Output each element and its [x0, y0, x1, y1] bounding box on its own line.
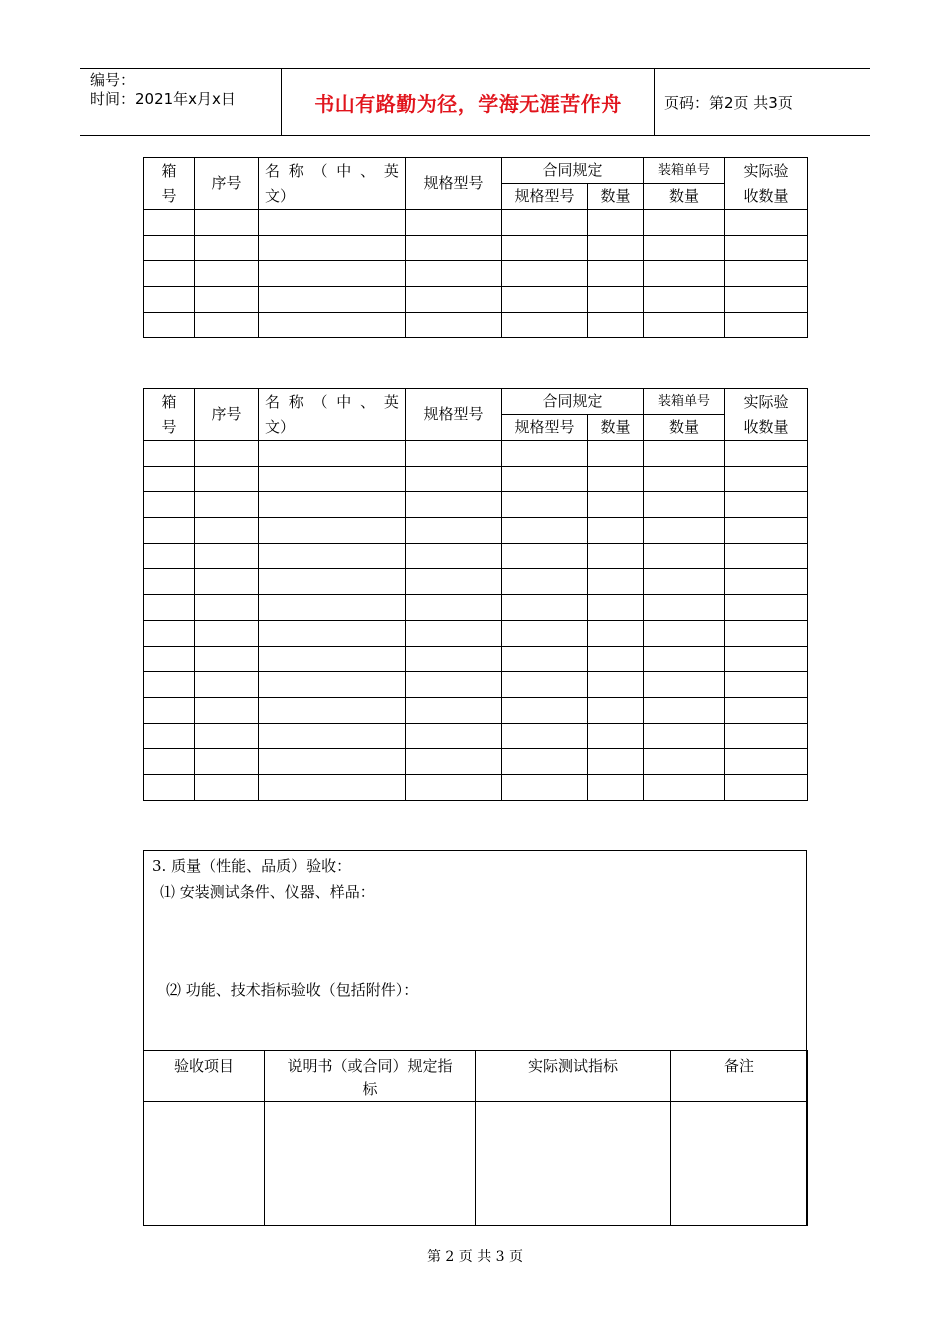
header-name-line1: 名 称 （ 中 、 英 — [265, 161, 399, 180]
table-cell — [502, 312, 588, 338]
quality-table — [143, 1050, 808, 1226]
table-row — [144, 595, 808, 621]
table-cell — [265, 1102, 476, 1226]
table-cell — [588, 261, 644, 287]
table-cell — [725, 620, 808, 646]
table-cell — [406, 749, 502, 775]
header-contract: 合同规定 — [502, 158, 644, 184]
table-cell — [502, 723, 588, 749]
table-cell — [259, 492, 406, 518]
table-cell — [725, 441, 808, 467]
table-cell — [502, 466, 588, 492]
col-spec-indicator — [265, 1051, 476, 1102]
table-cell — [644, 518, 725, 544]
table-cell — [502, 518, 588, 544]
table-cell — [406, 466, 502, 492]
table-row — [144, 620, 808, 646]
table-cell — [588, 620, 644, 646]
header-box-no-2: 号 — [161, 186, 177, 205]
table-cell — [588, 595, 644, 621]
table-cell — [502, 646, 588, 672]
table-cell — [502, 210, 588, 236]
table-cell — [725, 749, 808, 775]
table-row — [144, 312, 808, 338]
packing-table-2 — [143, 388, 808, 801]
header-actual-line2: 收数量 — [743, 186, 789, 205]
table-cell — [195, 672, 259, 698]
table-cell — [259, 518, 406, 544]
table-cell — [406, 543, 502, 569]
table-cell — [144, 287, 195, 313]
quality-title: 3. 质量（性能、品质）验收： — [152, 857, 352, 875]
table-cell — [406, 287, 502, 313]
header-packing-list: 装箱单号 — [644, 389, 725, 415]
table-cell — [644, 210, 725, 236]
table-cell — [144, 1102, 265, 1226]
table-cell — [195, 595, 259, 621]
table-cell — [502, 672, 588, 698]
col-acceptance-item: 验收项目 — [144, 1051, 265, 1102]
table-cell — [144, 466, 195, 492]
table-cell — [725, 235, 808, 261]
table-cell — [588, 646, 644, 672]
table-cell — [406, 312, 502, 338]
page-header — [80, 68, 870, 136]
quality-item-1: ⑴ 安装测试条件、仪器、样品： — [160, 883, 375, 901]
table-cell — [588, 287, 644, 313]
table-cell — [195, 210, 259, 236]
table-cell — [588, 749, 644, 775]
table-cell — [588, 235, 644, 261]
table-cell — [144, 441, 195, 467]
table-cell — [502, 492, 588, 518]
table-cell — [144, 749, 195, 775]
table-row — [144, 723, 808, 749]
quality-table-row — [144, 1102, 808, 1226]
table-cell — [195, 312, 259, 338]
table-cell — [406, 261, 502, 287]
table-cell — [259, 466, 406, 492]
header-motto: 书山有路勤为径，学海无涯苦作舟 — [282, 69, 655, 135]
table-header-row-1 — [144, 158, 808, 184]
table-cell — [406, 697, 502, 723]
table-cell — [195, 518, 259, 544]
header-seq-no: 序号 — [195, 158, 259, 210]
table-cell — [144, 595, 195, 621]
table-cell — [588, 723, 644, 749]
table-cell — [725, 672, 808, 698]
table-cell — [259, 697, 406, 723]
table-cell — [725, 312, 808, 338]
table-cell — [259, 210, 406, 236]
table-cell — [195, 749, 259, 775]
header-actual-qty — [725, 158, 808, 210]
table-cell — [195, 466, 259, 492]
table-cell — [588, 312, 644, 338]
page-indicator: 页码：第2页 共3页 — [664, 93, 793, 112]
table-cell — [725, 518, 808, 544]
header-name-line1: 名 称 （ 中 、 英 — [265, 392, 399, 411]
table-cell — [406, 774, 502, 800]
table-cell — [725, 543, 808, 569]
table-cell — [259, 569, 406, 595]
table-cell — [144, 697, 195, 723]
table-cell — [195, 287, 259, 313]
header-actual-line1: 实际验 — [743, 161, 789, 180]
table-cell — [725, 646, 808, 672]
table-cell — [259, 723, 406, 749]
time-label: 时间：2021年x月x日 — [90, 90, 236, 108]
table-cell — [588, 441, 644, 467]
header-contract-qty: 数量 — [588, 184, 644, 210]
table-cell — [406, 235, 502, 261]
table-cell — [502, 595, 588, 621]
table-cell — [144, 646, 195, 672]
table-row — [144, 492, 808, 518]
table-cell — [644, 261, 725, 287]
table-row — [144, 749, 808, 775]
table-cell — [644, 492, 725, 518]
table-cell — [725, 723, 808, 749]
table-cell — [195, 569, 259, 595]
table-cell — [725, 492, 808, 518]
table-row — [144, 774, 808, 800]
table-cell — [644, 774, 725, 800]
table-cell — [144, 492, 195, 518]
table-cell — [502, 235, 588, 261]
table-row — [144, 261, 808, 287]
table-cell — [725, 774, 808, 800]
page-footer: 第 2 页 共 3 页 — [426, 1249, 524, 1265]
table-cell — [502, 749, 588, 775]
table-cell — [725, 287, 808, 313]
table-cell — [644, 723, 725, 749]
table-cell — [725, 595, 808, 621]
table-row — [144, 697, 808, 723]
header-spec-model: 规格型号 — [406, 158, 502, 210]
table-cell — [406, 595, 502, 621]
table-cell — [195, 492, 259, 518]
table-cell — [406, 620, 502, 646]
table-cell — [259, 620, 406, 646]
table-cell — [406, 569, 502, 595]
table-cell — [406, 492, 502, 518]
table-cell — [476, 1102, 671, 1226]
table-cell — [644, 672, 725, 698]
table-cell — [406, 723, 502, 749]
table-cell — [406, 441, 502, 467]
table-row — [144, 646, 808, 672]
table-cell — [588, 697, 644, 723]
table-row — [144, 543, 808, 569]
table-cell — [502, 620, 588, 646]
table-cell — [144, 723, 195, 749]
table-cell — [259, 287, 406, 313]
table-cell — [144, 672, 195, 698]
header-box-no-1: 箱 — [161, 161, 177, 180]
quality-section — [143, 850, 807, 1226]
table-cell — [144, 312, 195, 338]
table-cell — [644, 595, 725, 621]
table-row — [144, 235, 808, 261]
table-cell — [195, 697, 259, 723]
table-cell — [195, 646, 259, 672]
table-cell — [725, 569, 808, 595]
table-cell — [406, 518, 502, 544]
header-box-no-1: 箱 — [161, 392, 177, 411]
col-spec-line1: 说明书（或合同）规定指 — [287, 1057, 453, 1075]
table-cell — [195, 620, 259, 646]
table-cell — [259, 261, 406, 287]
table-cell — [195, 774, 259, 800]
table-row — [144, 441, 808, 467]
header-packing-list: 装箱单号 — [644, 158, 725, 184]
table-cell — [144, 210, 195, 236]
table-cell — [725, 261, 808, 287]
table-cell — [644, 543, 725, 569]
table-row — [144, 518, 808, 544]
packing-table-1 — [143, 157, 808, 338]
header-name — [259, 158, 406, 210]
table-cell — [502, 569, 588, 595]
table-cell — [144, 235, 195, 261]
table-row — [144, 466, 808, 492]
table-cell — [259, 774, 406, 800]
table-cell — [588, 569, 644, 595]
col-remark: 备注 — [671, 1051, 808, 1102]
table-cell — [259, 595, 406, 621]
header-name-line2: 文） — [265, 417, 296, 436]
table-cell — [644, 569, 725, 595]
table-cell — [588, 492, 644, 518]
table-row — [144, 210, 808, 236]
table-cell — [195, 261, 259, 287]
table-cell — [644, 441, 725, 467]
table-cell — [502, 441, 588, 467]
table-cell — [195, 723, 259, 749]
header-name — [259, 389, 406, 441]
header-spec-model: 规格型号 — [406, 389, 502, 441]
table-cell — [144, 774, 195, 800]
table-cell — [195, 441, 259, 467]
header-packing-qty: 数量 — [644, 415, 725, 441]
table-cell — [588, 543, 644, 569]
table-cell — [502, 774, 588, 800]
table-cell — [644, 697, 725, 723]
table-cell — [259, 235, 406, 261]
table-cell — [725, 210, 808, 236]
number-label: 编号： — [90, 71, 136, 89]
table-row — [144, 672, 808, 698]
table-cell — [725, 697, 808, 723]
table-cell — [644, 312, 725, 338]
table-cell — [588, 466, 644, 492]
table-cell — [644, 749, 725, 775]
table-cell — [671, 1102, 808, 1226]
table-cell — [259, 749, 406, 775]
table-cell — [259, 312, 406, 338]
header-contract-qty: 数量 — [588, 415, 644, 441]
table-row — [144, 569, 808, 595]
table-cell — [144, 569, 195, 595]
table-cell — [259, 543, 406, 569]
table-cell — [144, 261, 195, 287]
table-cell — [144, 518, 195, 544]
table-header-row-1 — [144, 389, 808, 415]
table-cell — [725, 466, 808, 492]
header-packing-qty: 数量 — [644, 184, 725, 210]
table-cell — [644, 620, 725, 646]
col-actual-indicator: 实际测试指标 — [476, 1051, 671, 1102]
table-cell — [406, 646, 502, 672]
table-cell — [195, 543, 259, 569]
quality-table-header — [144, 1051, 808, 1102]
header-contract-spec: 规格型号 — [502, 184, 588, 210]
table-cell — [644, 235, 725, 261]
table-cell — [644, 287, 725, 313]
header-actual-qty — [725, 389, 808, 441]
table-cell — [502, 543, 588, 569]
col-spec-line2: 标 — [362, 1080, 378, 1098]
table-cell — [644, 466, 725, 492]
header-box-no — [144, 158, 195, 210]
header-contract-spec: 规格型号 — [502, 415, 588, 441]
table-cell — [588, 210, 644, 236]
header-name-line2: 文） — [265, 186, 296, 205]
header-meta — [80, 69, 282, 135]
header-seq-no: 序号 — [195, 389, 259, 441]
header-box-no — [144, 389, 195, 441]
table-cell — [259, 646, 406, 672]
quality-item-2: ⑵ 功能、技术指标验收（包括附件）： — [166, 981, 419, 999]
table-cell — [144, 620, 195, 646]
header-box-no-2: 号 — [161, 417, 177, 436]
table-cell — [406, 672, 502, 698]
header-contract: 合同规定 — [502, 389, 644, 415]
header-actual-line2: 收数量 — [743, 417, 789, 436]
table-cell — [259, 672, 406, 698]
table-cell — [588, 518, 644, 544]
table-row — [144, 287, 808, 313]
table-cell — [588, 774, 644, 800]
table-cell — [502, 287, 588, 313]
table-cell — [259, 441, 406, 467]
table-cell — [502, 697, 588, 723]
table-cell — [406, 210, 502, 236]
header-actual-line1: 实际验 — [743, 392, 789, 411]
table-cell — [144, 543, 195, 569]
table-cell — [644, 646, 725, 672]
table-cell — [195, 235, 259, 261]
table-cell — [588, 672, 644, 698]
table-cell — [502, 261, 588, 287]
